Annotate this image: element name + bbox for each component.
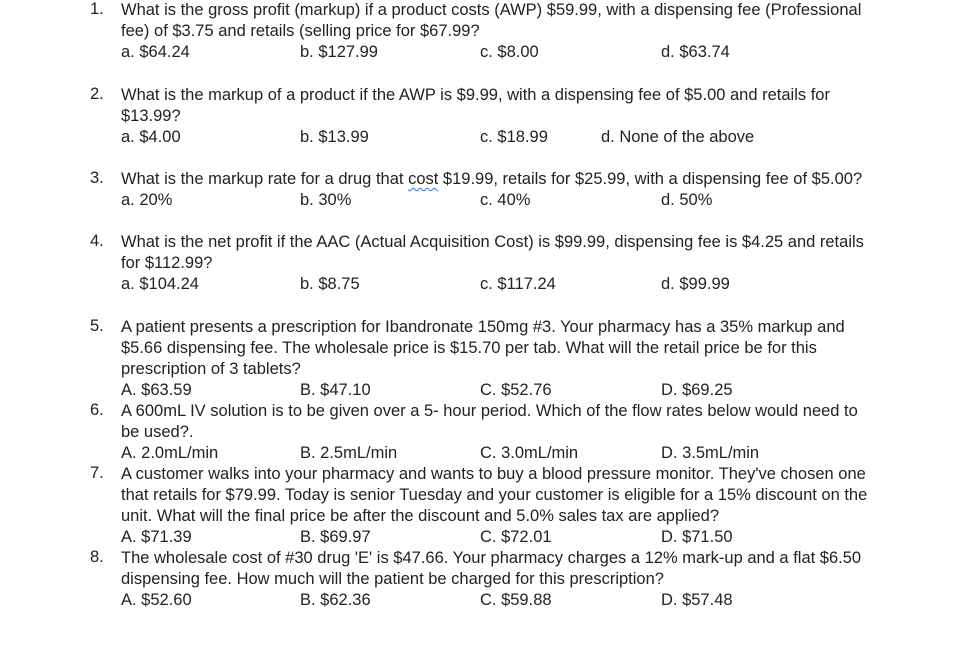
question-line: be used?. <box>121 423 194 441</box>
option-c: C. $72.01 <box>480 528 552 546</box>
question-text <box>121 317 961 380</box>
question-line: A customer walks into your pharmacy and wants to buy a blood pressure monitor. They've chosen one <box>121 465 866 483</box>
option-b: B. $62.36 <box>300 591 371 609</box>
option-b: b. 30% <box>300 191 352 209</box>
option-a: a. $4.00 <box>121 128 181 146</box>
question-line: A 600mL IV solution is to be given over a 5- hour period. Which of the flow rates below would need to <box>121 402 858 420</box>
spellcheck-underlined-word: cost <box>408 170 439 188</box>
option-a: a. 20% <box>121 191 173 209</box>
question-text-part: What is the markup rate for a drug that <box>121 170 409 188</box>
question-line: What is the markup of a product if the AWP is $9.99, with a dispensing fee of $5.00 and retails for <box>121 86 830 104</box>
question-number: 3. <box>90 169 104 187</box>
question-line: $5.66 dispensing fee. The wholesale price is $15.70 per tab. What will the retail price be for this <box>121 339 817 357</box>
question-line: dispensing fee. How much will the patient be charged for this prescription? <box>121 570 664 588</box>
question-line: prescription of 3 tablets? <box>121 360 301 378</box>
option-a: A. $63.59 <box>121 381 192 399</box>
option-a: a. $104.24 <box>121 275 199 293</box>
question-number: 2. <box>90 85 104 103</box>
question-text <box>121 464 961 527</box>
option-c: c. 40% <box>480 191 531 209</box>
question-line: What is the net profit if the AAC (Actual Acquisition Cost) is $99.99, dispensing fee is $4.25 and retails <box>121 233 864 251</box>
option-d: D. $57.48 <box>661 591 733 609</box>
question-line <box>121 169 961 190</box>
question-line: for $112.99? <box>121 254 213 272</box>
option-d: D. $71.50 <box>661 528 733 546</box>
option-c: C. $59.88 <box>480 591 552 609</box>
question-line: What is the gross profit (markup) if a product costs (AWP) $59.99, with a dispensing fee (Professional <box>121 1 862 19</box>
question-number: 6. <box>90 401 104 419</box>
question-line: $13.99? <box>121 107 181 125</box>
option-a: A. $71.39 <box>121 528 192 546</box>
option-b: B. $69.97 <box>300 528 371 546</box>
option-d: D. 3.5mL/min <box>661 444 760 462</box>
question-text <box>121 0 961 42</box>
option-c: c. $18.99 <box>480 128 548 146</box>
question-number: 8. <box>90 548 104 566</box>
question-line: unit. What will the final price be after the discount and 5.0% sales tax are applied? <box>121 507 720 525</box>
option-a: A. $52.60 <box>121 591 192 609</box>
question-line: A patient presents a prescription for Ibandronate 150mg #3. Your pharmacy has a 35% markup and <box>121 318 845 336</box>
option-b: B. $47.10 <box>300 381 371 399</box>
question-line: that retails for $79.99. Today is senior Tuesday and your customer is eligible for a 15% discount on the <box>121 486 868 504</box>
option-b: b. $8.75 <box>300 275 360 293</box>
option-b: b. $13.99 <box>300 128 369 146</box>
option-b: b. $127.99 <box>300 43 378 61</box>
question-text <box>121 401 961 443</box>
option-d: d. 50% <box>661 191 713 209</box>
question-number: 4. <box>90 232 104 250</box>
question-text <box>121 85 961 127</box>
question-line: The wholesale cost of #30 drug 'E' is $47.66. Your pharmacy charges a 12% mark-up and a flat $6.50 <box>121 549 862 567</box>
question-line: fee) of $3.75 and retails (selling price for $67.99? <box>121 22 480 40</box>
option-d: d. $63.74 <box>661 43 730 61</box>
option-d: d. $99.99 <box>661 275 730 293</box>
question-number: 7. <box>90 464 104 482</box>
option-c: C. 3.0mL/min <box>480 444 579 462</box>
question-text <box>121 548 961 590</box>
option-a: a. $64.24 <box>121 43 190 61</box>
question-text-part: $19.99, retails for $25.99, with a dispensing fee of $5.00? <box>438 170 863 188</box>
option-c: c. $8.00 <box>480 43 539 61</box>
question-text <box>121 169 961 190</box>
option-d: d. None of the above <box>601 128 755 146</box>
option-c: c. $117.24 <box>480 275 556 293</box>
option-a: A. 2.0mL/min <box>121 444 219 462</box>
option-b: B. 2.5mL/min <box>300 444 398 462</box>
option-c: C. $52.76 <box>480 381 552 399</box>
question-text <box>121 232 961 274</box>
option-d: D. $69.25 <box>661 381 733 399</box>
question-number: 1. <box>90 0 104 18</box>
question-number: 5. <box>90 317 104 335</box>
